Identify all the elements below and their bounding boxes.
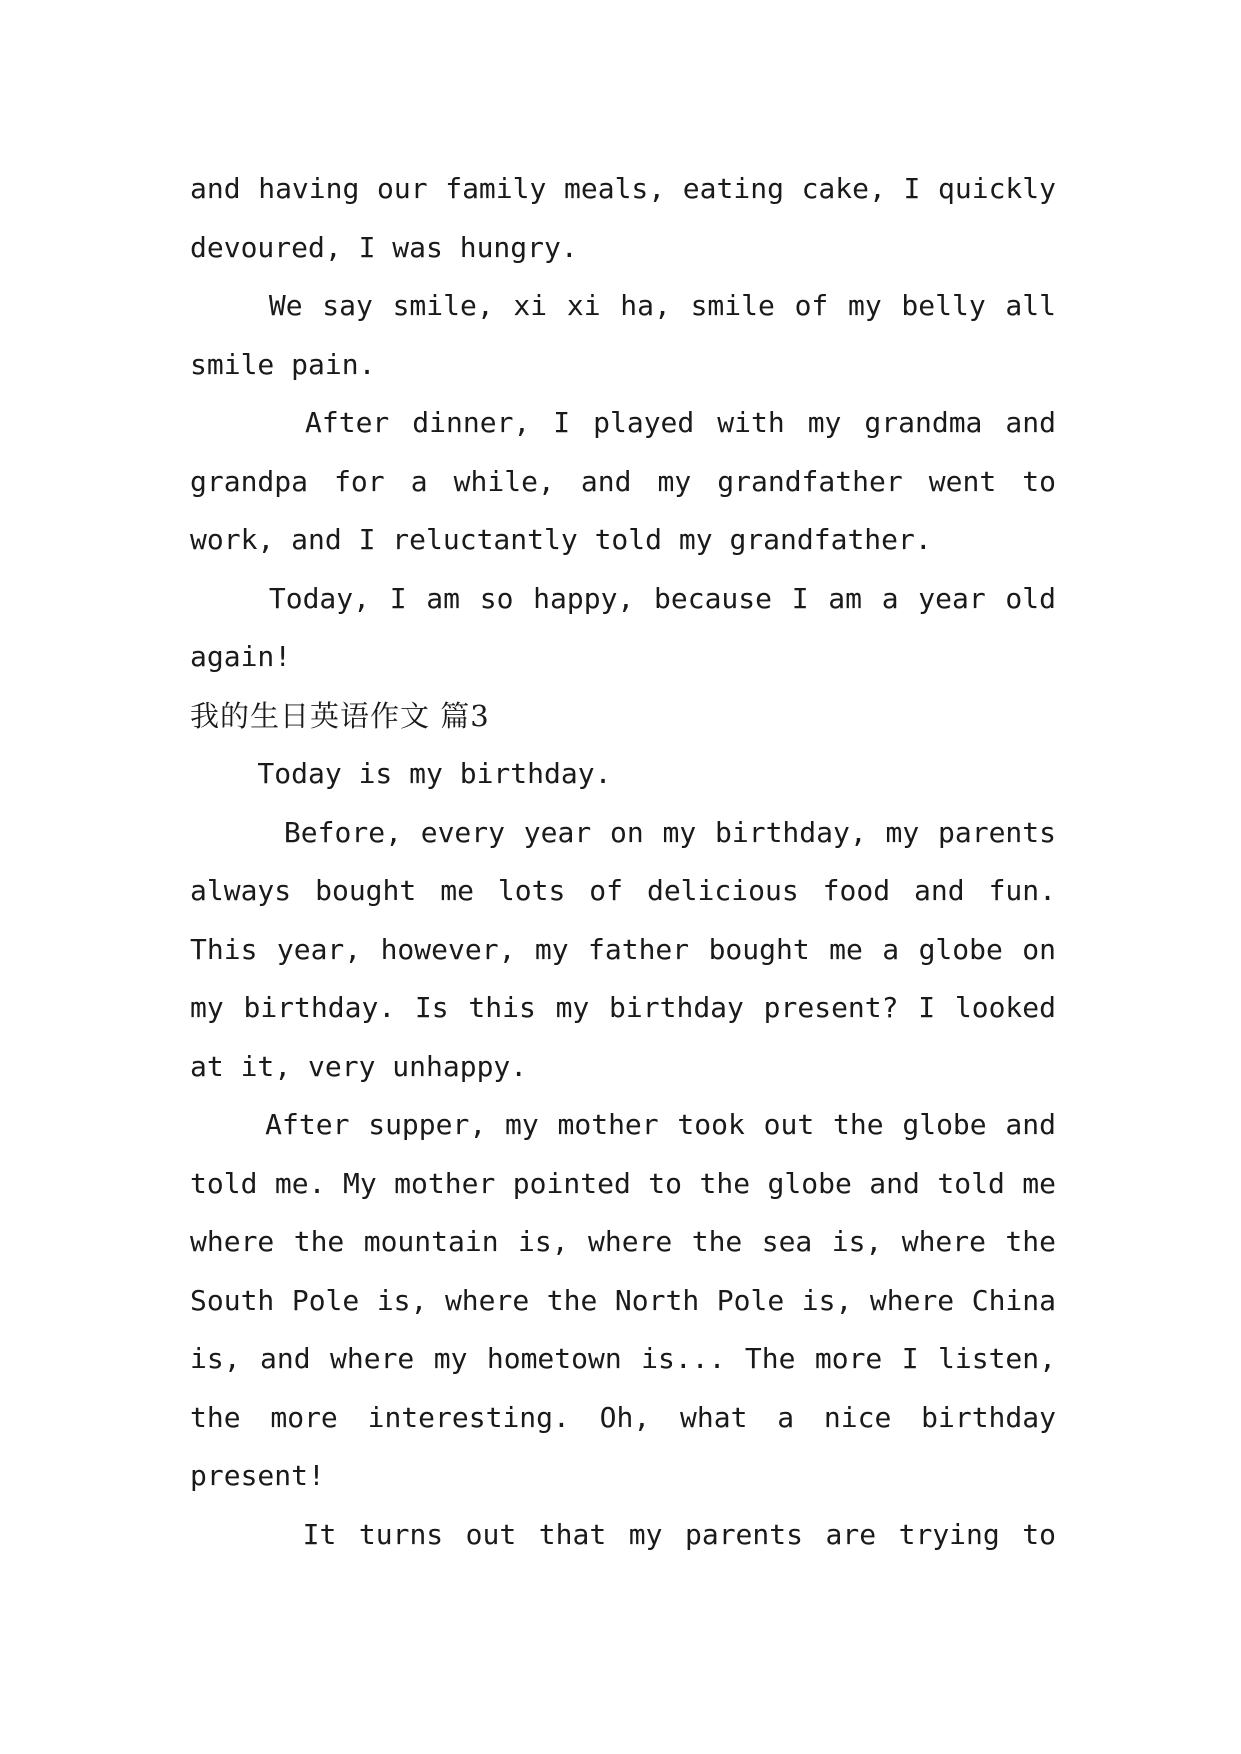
text-line: where the mountain is, where the sea is, where the: [190, 1225, 1056, 1258]
text-line: We say smile, xi xi ha, smile of my belly all: [190, 289, 1056, 322]
text-line: After supper, my mother took out the globe and: [190, 1108, 1056, 1141]
text-line: Today is my birthday.: [190, 757, 612, 790]
text-line: my birthday. Is this my birthday present? I looked: [190, 991, 1056, 1024]
text-line: Before, every year on my birthday, my parents: [190, 815, 1056, 849]
text-line: After dinner, I played with my grandma and: [190, 406, 1056, 439]
text-line: is, and where my hometown is... The more I listen,: [190, 1342, 1056, 1375]
text-line: and having our family meals, eating cake, I quickly: [190, 172, 1056, 205]
text-line: work, and I reluctantly told my grandfather.: [190, 523, 932, 556]
text-line: present!: [190, 1459, 325, 1492]
text-line: Today, I am so happy, because I am a year old: [190, 581, 1056, 615]
text-line: told me. My mother pointed to the globe and told me: [190, 1166, 1056, 1200]
section-heading: 我的生日英语作文 篇3: [190, 698, 490, 733]
text-line: South Pole is, where the North Pole is, where China: [190, 1283, 1056, 1317]
text-line: This year, however, my father bought me a globe on: [190, 932, 1056, 966]
text-line: always bought me lots of delicious food and fun.: [190, 874, 1056, 907]
text-line: the more interesting. Oh, what a nice birthday: [190, 1400, 1056, 1434]
document-page: [190, 160, 1056, 1564]
text-line: devoured, I was hungry.: [190, 230, 578, 264]
text-line: It turns out that my parents are trying to: [190, 1517, 1056, 1551]
text-line: grandpa for a while, and my grandfather went to: [190, 464, 1056, 498]
text-line: at it, very unhappy.: [190, 1049, 528, 1083]
text-line: again!: [190, 640, 292, 673]
text-line: smile pain.: [190, 347, 376, 381]
